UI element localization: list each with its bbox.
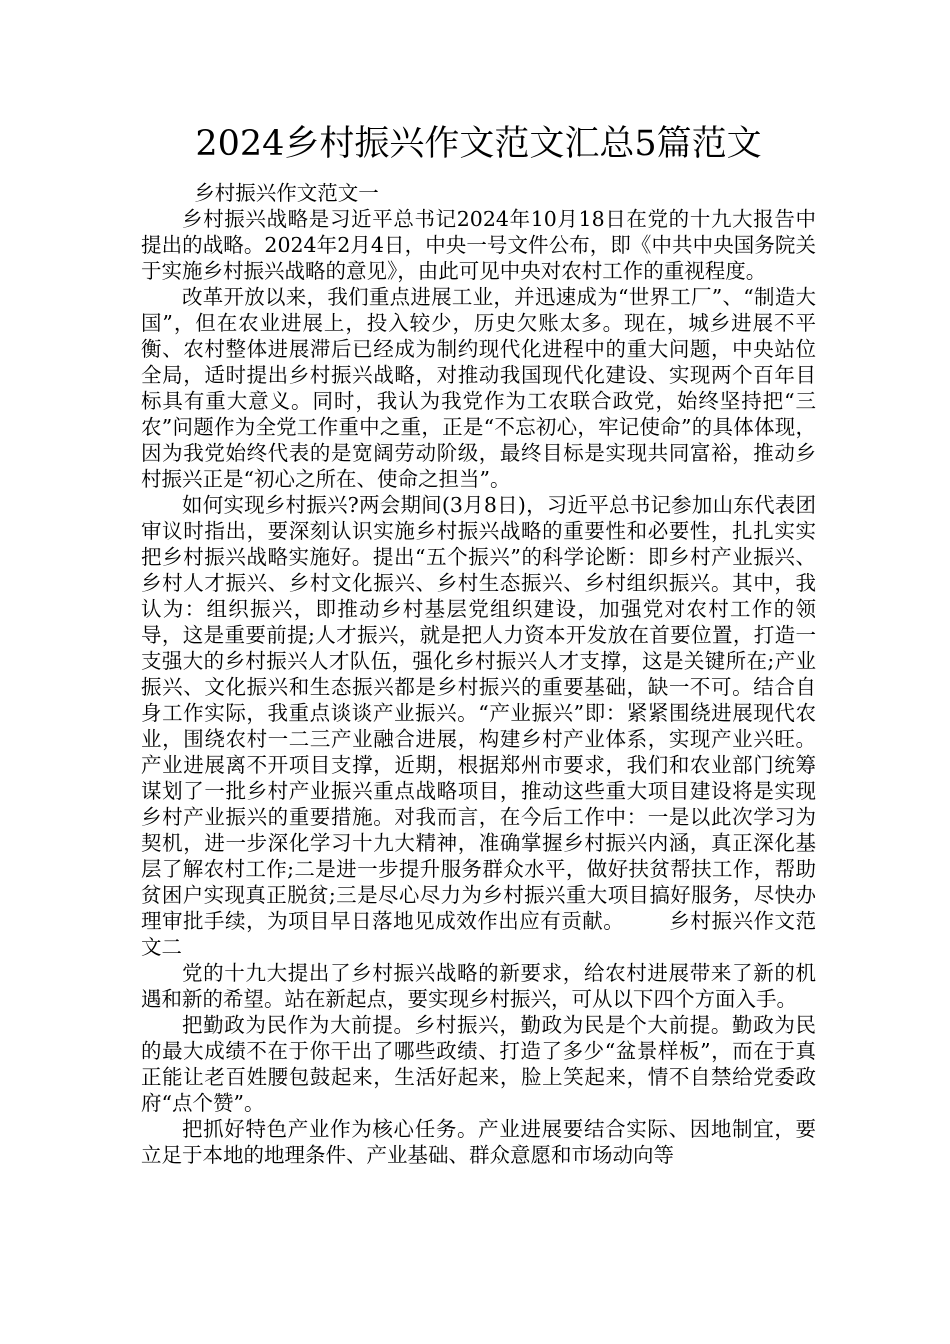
document-title: 2024乡村振兴作文范文汇总5篇范文 [195,124,762,164]
section-heading-2: 乡村振兴作文范文二 [141,909,817,959]
paragraph-1: 乡村振兴战略是习近平总书记2024年10月18日在党的十九大报告中提出的战略。2024年2月4日，中央一号文件公布，即《中共中央国务院关于实施乡村振兴战略的意见》，由此可见中央对农村工作的重视程度。 [141,207,816,283]
paragraph-2: 改革开放以来，我们重点进展工业，并迅速成为“世界工厂”、“制造大国”，但在农业进展上，投入较少，历史欠账太多。现在，城乡进展不平衡、农村整体进展滞后已经成为制约现代化进程中的重大问题，中央站位全局，适时提出乡村振兴战略，对推动我国现代化建设、实现两个百年目标具有重大意义。同时，我认为我党作为工农联合政党，始终坚持把“三农”问题作为全党工作重中之重，正是“不忘初心，牢记使命”的具体体现，因为我党始终代表的是宽阔劳动阶级，最终目标是实现共同富裕，推动乡村振兴正是“初心之所在、使命之担当”。 [141,285,816,491]
paragraph-3-text: 如何实现乡村振兴?两会期间(3月8日)，习近平总书记参加山东代表团审议时指出，要深刻认识实施乡村振兴战略的重要性和必要性，扎扎实实把乡村振兴战略实施好。提出“五个振兴”的科学论断：即乡村产业振兴、乡村人才振兴、乡村文化振兴、乡村生态振兴、乡村组织振兴。其中，我认为：组织振兴，即推动乡村基层党组织建设，加强党对农村工作的领导，这是重要前提;人才振兴，就是把人力资本开发放在首要位置，打造一支强大的乡村振兴人才队伍，强化乡村振兴人才支撑，这是关键所在;产业振兴、文化振兴和生态振兴都是乡村振兴的重要基础，缺一不可。结合自身工作实际，我重点谈谈产业振兴。“产业振兴”即：紧紧围绕进展现代农业，围绕农村一二三产业融合进展，构建乡村产业体系，实现产业兴旺。产业进展离不开项目支撑，近期，根据郑州市要求，我们和农业部门统筹谋划了一批乡村产业振兴重点战略项目，推动这些重大项目建设将是实现乡村产业振兴的重要措施。对我而言，在今后工作中：一是以此次学习为契机，进一步深化学习十九大精神，准确掌握乡村振兴内涵，真正深化基层了解农村工作;二是进一步提升服务群众水平，做好扶贫帮扶工作，帮助贫困户实现真正脱贫;三是尽心尽力为乡村振兴重大项目搞好服务，尽快办理审批手续，为项目早日落地见成效作出应有贡献。 [141,493,816,933]
document-page [141,118,816,1168]
paragraph-3 [141,492,816,960]
paragraph-6: 把抓好特色产业作为核心任务。产业进展要结合实际、因地制宜，要立足于本地的地理条件、产业基础、群众意愿和市场动向等 [141,1117,816,1167]
paragraph-4: 党的十九大提出了乡村振兴战略的新要求，给农村进展带来了新的机遇和新的希望。站在新起点，要实现乡村振兴，可从以下四个方面入手。 [141,961,816,1011]
section-heading-1: 乡村振兴作文范文一 [194,181,379,205]
document-body [141,180,816,1168]
paragraph-5: 把勤政为民作为大前提。乡村振兴，勤政为民是个大前提。勤政为民的最大成绩不在于你干出了哪些政绩、打造了多少“盆景样板”，而在于真正能让老百姓腰包鼓起来，生活好起来，脸上笑起来，情不自禁给党委政府“点个赞”。 [141,1013,816,1115]
